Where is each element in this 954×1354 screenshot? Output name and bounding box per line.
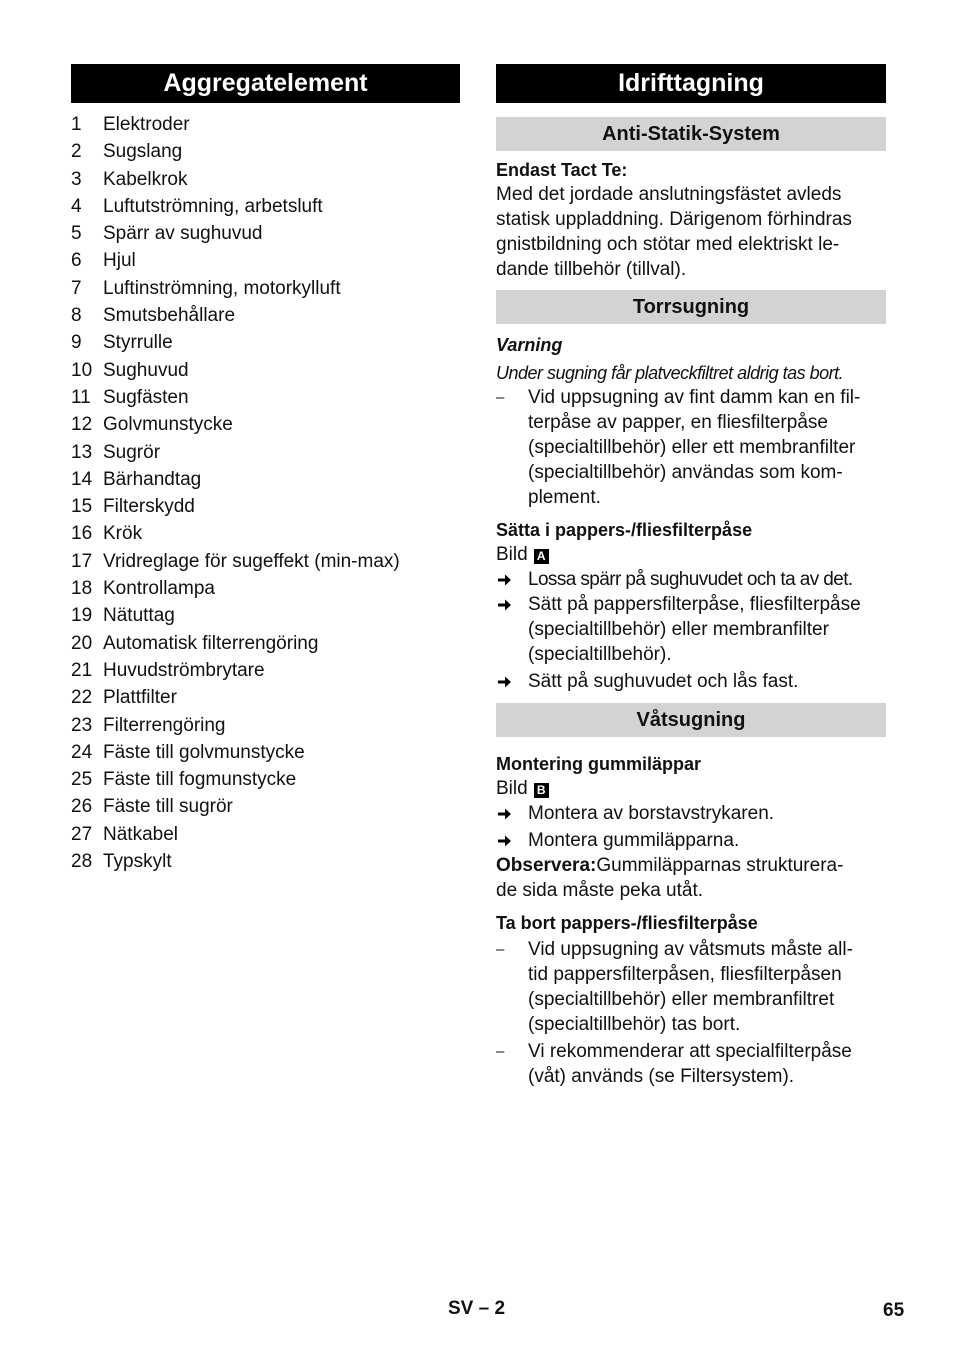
item-number: 21 — [71, 659, 93, 681]
insert-filter-subhead: Sätta i pappers-/fliesfilterpåse — [496, 520, 753, 540]
list-item — [71, 466, 460, 493]
item-number: 12 — [71, 414, 93, 436]
list-item — [71, 684, 460, 711]
item-label: Vridreglage för sugeffekt (min-max) — [103, 550, 400, 572]
text-line: Montera av borstavstrykaren. — [528, 803, 775, 824]
list-item — [71, 575, 460, 602]
text-line: dande tillbehör (tillval). — [496, 259, 687, 280]
dash-item — [496, 937, 886, 1037]
item-label: Hjul — [103, 250, 136, 272]
text-line: Vi rekommenderar att specialfilterpåse — [528, 1041, 852, 1062]
list-item — [71, 302, 460, 329]
right-arrow-icon — [496, 828, 528, 853]
text-line: (specialtillbehör) eller membranfilter — [528, 619, 829, 640]
item-label: Styrrulle — [103, 332, 173, 354]
dash-item — [496, 1039, 886, 1089]
right-arrow-icon — [496, 669, 528, 694]
antistatik-text — [496, 182, 886, 282]
item-label: Plattfilter — [103, 687, 177, 709]
item-number: 19 — [71, 605, 93, 627]
item-number: 26 — [71, 796, 93, 818]
section-title-idrifttagning: Idrifttagning — [496, 64, 886, 103]
item-label: Luftutströmning, arbetsluft — [103, 195, 323, 217]
list-item — [71, 220, 460, 247]
text-line: (våt) används (se Filtersystem). — [528, 1066, 795, 1087]
item-number: 15 — [71, 496, 93, 518]
text-line: gnistbildning och stötar med elektriskt le- — [496, 234, 840, 255]
item-number: 17 — [71, 550, 93, 572]
subsection-torrsugning: Torrsugning — [496, 290, 886, 324]
item-label: Huvudströmbrytare — [103, 659, 265, 681]
text-line: (specialtillbehör) användas som kom- — [528, 462, 843, 483]
item-number: 4 — [71, 195, 82, 217]
item-label: Golvmunstycke — [103, 414, 233, 436]
note-label: Observera: — [496, 855, 597, 876]
item-number: 2 — [71, 141, 82, 163]
item-label: Filterskydd — [103, 496, 195, 518]
text-line: statisk uppladdning. Därigenom förhindras — [496, 209, 852, 230]
list-item — [71, 630, 460, 657]
right-column — [496, 64, 886, 1089]
list-item — [71, 384, 460, 411]
list-item — [71, 275, 460, 302]
list-item — [71, 193, 460, 220]
list-item — [71, 357, 460, 384]
list-item — [71, 493, 460, 520]
subsection-vatsugning: Våtsugning — [496, 703, 886, 737]
list-item — [71, 111, 460, 138]
figure-label: Bild — [496, 544, 528, 565]
list-item — [71, 166, 460, 193]
step-item — [496, 801, 886, 826]
step-item — [496, 592, 886, 667]
step-item — [496, 828, 886, 853]
item-number: 23 — [71, 714, 93, 736]
list-item — [71, 657, 460, 684]
list-item — [71, 411, 460, 438]
text-line: Sätt på sughuvudet och lås fast. — [528, 671, 799, 692]
item-number: 1 — [71, 114, 82, 135]
item-label: Spärr av sughuvud — [103, 223, 263, 245]
text-line: tid pappersfilterpåsen, fliesfilterpåsen — [528, 964, 842, 985]
text-line: (specialtillbehör) eller ett membranfilter — [528, 437, 856, 458]
item-label: Fäste till golvmunstycke — [103, 741, 305, 763]
page-number: 65 — [883, 1300, 905, 1321]
text-line: (specialtillbehör). — [528, 644, 672, 665]
item-number: 14 — [71, 468, 93, 490]
component-list — [71, 111, 460, 875]
list-item — [71, 520, 460, 547]
item-number: 10 — [71, 359, 93, 381]
figure-letter-icon: B — [534, 783, 549, 798]
left-column — [71, 64, 460, 875]
text-line: Med det jordade anslutningsfästet avleds — [496, 184, 842, 205]
note — [496, 853, 886, 903]
step-item — [496, 567, 886, 592]
list-item — [71, 548, 460, 575]
list-item — [71, 329, 460, 356]
list-item — [71, 766, 460, 793]
item-label: Smutsbehållare — [103, 305, 236, 327]
text-line: Montera gummiläpparna. — [528, 830, 740, 851]
list-item — [71, 439, 460, 466]
footer-section-label: SV – 2 — [448, 1298, 506, 1319]
warning-title: Varning — [496, 335, 563, 355]
right-arrow-icon — [496, 592, 528, 667]
item-number: 18 — [71, 578, 93, 600]
figure-letter-icon: A — [534, 549, 549, 564]
list-item — [71, 793, 460, 820]
item-label: Sughuvud — [103, 359, 189, 381]
item-number: 16 — [71, 523, 93, 545]
section-title-aggregatelement: Aggregatelement — [71, 64, 460, 103]
item-label: Fäste till fogmunstycke — [103, 769, 297, 791]
item-number: 22 — [71, 687, 93, 709]
step-item — [496, 669, 886, 694]
list-item — [71, 138, 460, 165]
right-arrow-icon — [496, 801, 528, 826]
figure-ref — [496, 542, 886, 567]
text-line: terpåse av papper, en fliesfilterpåse — [528, 412, 828, 433]
item-number: 20 — [71, 632, 93, 654]
list-item — [71, 821, 460, 848]
item-label: Automatisk filterrengöring — [103, 632, 319, 654]
item-number: 7 — [71, 277, 82, 299]
figure-label: Bild — [496, 778, 528, 799]
item-label: Elektroder — [103, 114, 190, 135]
item-number: 9 — [71, 332, 82, 354]
figure-ref — [496, 776, 886, 801]
text-line: Vid uppsugning av våtsmuts måste all- — [528, 939, 853, 960]
item-label: Nätuttag — [103, 605, 175, 627]
item-number: 8 — [71, 305, 82, 327]
item-label: Sugfästen — [103, 386, 189, 408]
item-label: Filterrengöring — [103, 714, 226, 736]
item-label: Sugrör — [103, 441, 161, 463]
item-number: 13 — [71, 441, 93, 463]
item-label: Krök — [103, 523, 143, 545]
item-number: 25 — [71, 769, 93, 791]
right-arrow-icon — [496, 567, 528, 592]
item-label: Kabelkrok — [103, 168, 188, 190]
list-item — [71, 848, 460, 875]
item-label: Nätkabel — [103, 823, 178, 845]
item-number: 27 — [71, 823, 93, 845]
item-label: Fäste till sugrör — [103, 796, 233, 818]
item-label: Bärhandtag — [103, 468, 202, 490]
list-item — [71, 247, 460, 274]
item-label: Typskylt — [103, 851, 172, 873]
text-line: plement. — [528, 487, 601, 508]
text-line: Gummiläpparnas strukturera- — [596, 855, 844, 876]
item-number: 3 — [71, 168, 82, 190]
list-item — [71, 602, 460, 629]
remove-filter-subhead: Ta bort pappers-/fliesfilterpåse — [496, 913, 758, 933]
item-number: 5 — [71, 223, 82, 245]
subsection-anti-statik: Anti-Statik-System — [496, 117, 886, 151]
item-label: Kontrollampa — [103, 578, 215, 600]
item-number: 24 — [71, 741, 93, 763]
warning-text: Under sugning får platveckfiltret aldrig tas bort. — [496, 363, 844, 383]
rubber-lips-subhead: Montering gummiläppar — [496, 754, 702, 774]
item-label: Luftinströmning, motorkylluft — [103, 277, 341, 299]
antistatik-subhead: Endast Tact Te: — [496, 160, 628, 180]
text-line: Sätt på pappersfilterpåse, fliesfilterpåse — [528, 594, 861, 615]
item-label: Sugslang — [103, 141, 183, 163]
text-line: Vid uppsugning av fint damm kan en fil- — [528, 387, 861, 408]
text-line: (specialtillbehör) eller membranfiltret — [528, 989, 835, 1010]
item-number: 6 — [71, 250, 82, 272]
dash-icon: – — [496, 389, 505, 406]
dash-icon: – — [496, 941, 505, 958]
dash-icon: – — [496, 1043, 505, 1060]
item-number: 11 — [71, 386, 91, 408]
text-line: de sida måste peka utåt. — [496, 880, 704, 901]
item-number: 28 — [71, 851, 93, 873]
text-line: Lossa spärr på sughuvudet och ta av det. — [528, 569, 853, 590]
dash-item — [496, 385, 886, 510]
list-item — [71, 739, 460, 766]
list-item — [71, 712, 460, 739]
text-line: (specialtillbehör) tas bort. — [528, 1014, 741, 1035]
